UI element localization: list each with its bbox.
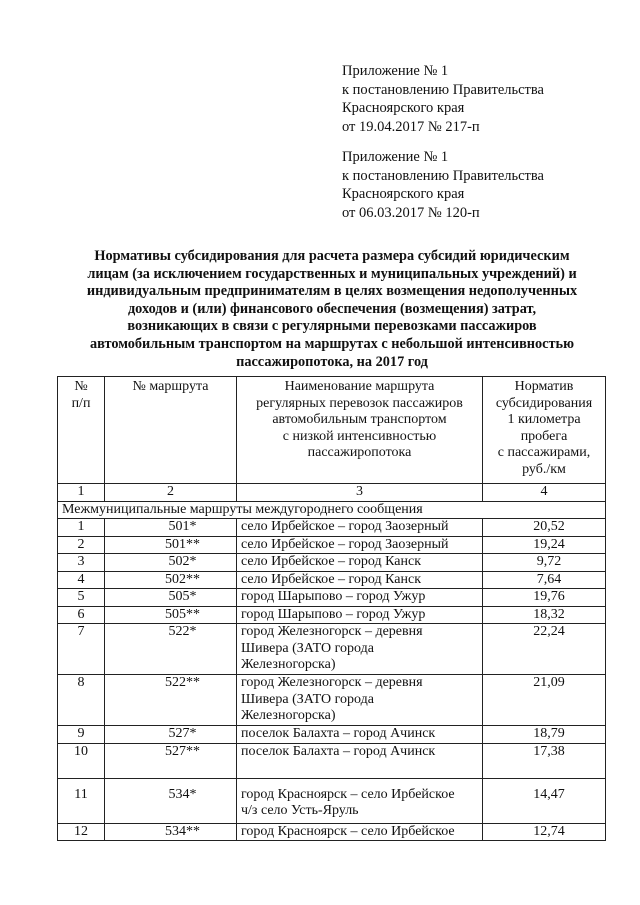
table-row [58, 624, 606, 675]
route-name: город Шарыпово – город Ужур [237, 606, 483, 624]
appendix-line: Приложение № 1 [342, 149, 449, 165]
route-name: село Ирбейское – город Заозерный [237, 519, 483, 537]
table-row [58, 675, 606, 726]
title-line: индивидуальным предпринимателям в целях возмещения недополученных [86, 283, 578, 300]
norm-value: 17,38 [483, 743, 606, 778]
route-number: 502** [105, 571, 237, 589]
table-row [58, 536, 606, 554]
route-name: город Шарыпово – город Ужур [237, 589, 483, 607]
appendix-line: к постановлению Правительства [342, 167, 544, 184]
norm-value: 19,76 [483, 589, 606, 607]
section-row [58, 501, 606, 519]
route-number: 505** [105, 606, 237, 624]
route-number: 534* [105, 778, 237, 823]
row-index: 3 [58, 554, 105, 572]
column-number: 4 [483, 484, 606, 502]
route-name: город Красноярск – село Ирбейское ч/з село Усть-Яруль [237, 778, 483, 823]
appendix-line: к постановлению Правительства [342, 81, 544, 98]
route-number: 534** [105, 823, 237, 841]
appendix-block-1 [342, 62, 612, 136]
appendix-line: Приложение № 1 [342, 63, 449, 79]
header-route-number: № маршрута [105, 377, 237, 484]
route-number: 527* [105, 726, 237, 744]
row-index: 8 [58, 675, 105, 726]
route-number: 522* [105, 624, 237, 675]
row-index: 11 [58, 778, 105, 823]
route-name: поселок Балахта – город Ачинск [237, 743, 483, 778]
row-index: 12 [58, 823, 105, 841]
appendix-block-2 [342, 148, 612, 222]
appendix-line: от 06.03.2017 № 120-п [342, 204, 480, 221]
column-number: 1 [58, 484, 105, 502]
column-number-row [58, 484, 606, 502]
norm-value: 7,64 [483, 571, 606, 589]
row-index: 2 [58, 536, 105, 554]
route-name: село Ирбейское – город Канск [237, 571, 483, 589]
row-index: 1 [58, 519, 105, 537]
table-row [58, 726, 606, 744]
table-header-row [58, 377, 606, 484]
table-row [58, 554, 606, 572]
norm-value: 18,79 [483, 726, 606, 744]
header-norm-value: Норматив субсидирования 1 километра пробега с пассажирами, руб./км [483, 377, 606, 484]
column-number: 2 [105, 484, 237, 502]
document-title [62, 248, 602, 371]
route-name: город Красноярск – село Ирбейское [237, 823, 483, 841]
row-index: 7 [58, 624, 105, 675]
norm-value: 19,24 [483, 536, 606, 554]
table-row [58, 519, 606, 537]
route-name: город Железногорск – деревня Шивера (ЗАТО города Железногорска) [237, 675, 483, 726]
row-index: 4 [58, 571, 105, 589]
norm-value: 12,74 [483, 823, 606, 841]
route-number: 501** [105, 536, 237, 554]
title-line: Нормативы субсидирования для расчета размера субсидий юридическим [94, 248, 570, 264]
header-route-name: Наименование маршрута регулярных перевозок пассажиров автомобильным транспортом с низкой интенсивностью пассажиропотока [237, 377, 483, 484]
title-line: возникающих в связи с регулярными перевозками пассажиров [127, 318, 537, 335]
table-row [58, 778, 606, 823]
route-number: 505* [105, 589, 237, 607]
route-name: село Ирбейское – город Заозерный [237, 536, 483, 554]
title-line: доходов и (или) финансового обеспечения (возмещения) затрат, [127, 300, 537, 317]
norm-value: 14,47 [483, 778, 606, 823]
section-title: Межмуниципальные маршруты междугороднего сообщения [58, 501, 606, 519]
route-name: город Железногорск – деревня Шивера (ЗАТО города Железногорска) [237, 624, 483, 675]
norm-value: 22,24 [483, 624, 606, 675]
title-line: автомобильным транспортом на маршрутах с небольшой интенсивностью [89, 335, 575, 352]
norm-value: 18,32 [483, 606, 606, 624]
norm-value: 9,72 [483, 554, 606, 572]
appendix-line: Красноярского края [342, 100, 465, 116]
title-line: пассажиропотока, на 2017 год [236, 353, 428, 370]
route-name: село Ирбейское – город Канск [237, 554, 483, 572]
table-row [58, 823, 606, 841]
subsidy-norms-table [57, 376, 606, 841]
row-index: 6 [58, 606, 105, 624]
row-index: 5 [58, 589, 105, 607]
table-row [58, 743, 606, 778]
table-row [58, 589, 606, 607]
header-index: № п/п [58, 377, 105, 484]
title-line: лицам (за исключением государственных и муниципальных учреждений) и [87, 265, 577, 282]
row-index: 9 [58, 726, 105, 744]
table-row [58, 606, 606, 624]
route-number: 527** [105, 743, 237, 778]
appendix-line: от 19.04.2017 № 217-п [342, 118, 480, 135]
column-number: 3 [237, 484, 483, 502]
route-name: поселок Балахта – город Ачинск [237, 726, 483, 744]
route-number: 502* [105, 554, 237, 572]
appendix-line: Красноярского края [342, 186, 465, 202]
route-number: 501* [105, 519, 237, 537]
table-row [58, 571, 606, 589]
norm-value: 21,09 [483, 675, 606, 726]
row-index: 10 [58, 743, 105, 778]
norm-value: 20,52 [483, 519, 606, 537]
route-number: 522** [105, 675, 237, 726]
